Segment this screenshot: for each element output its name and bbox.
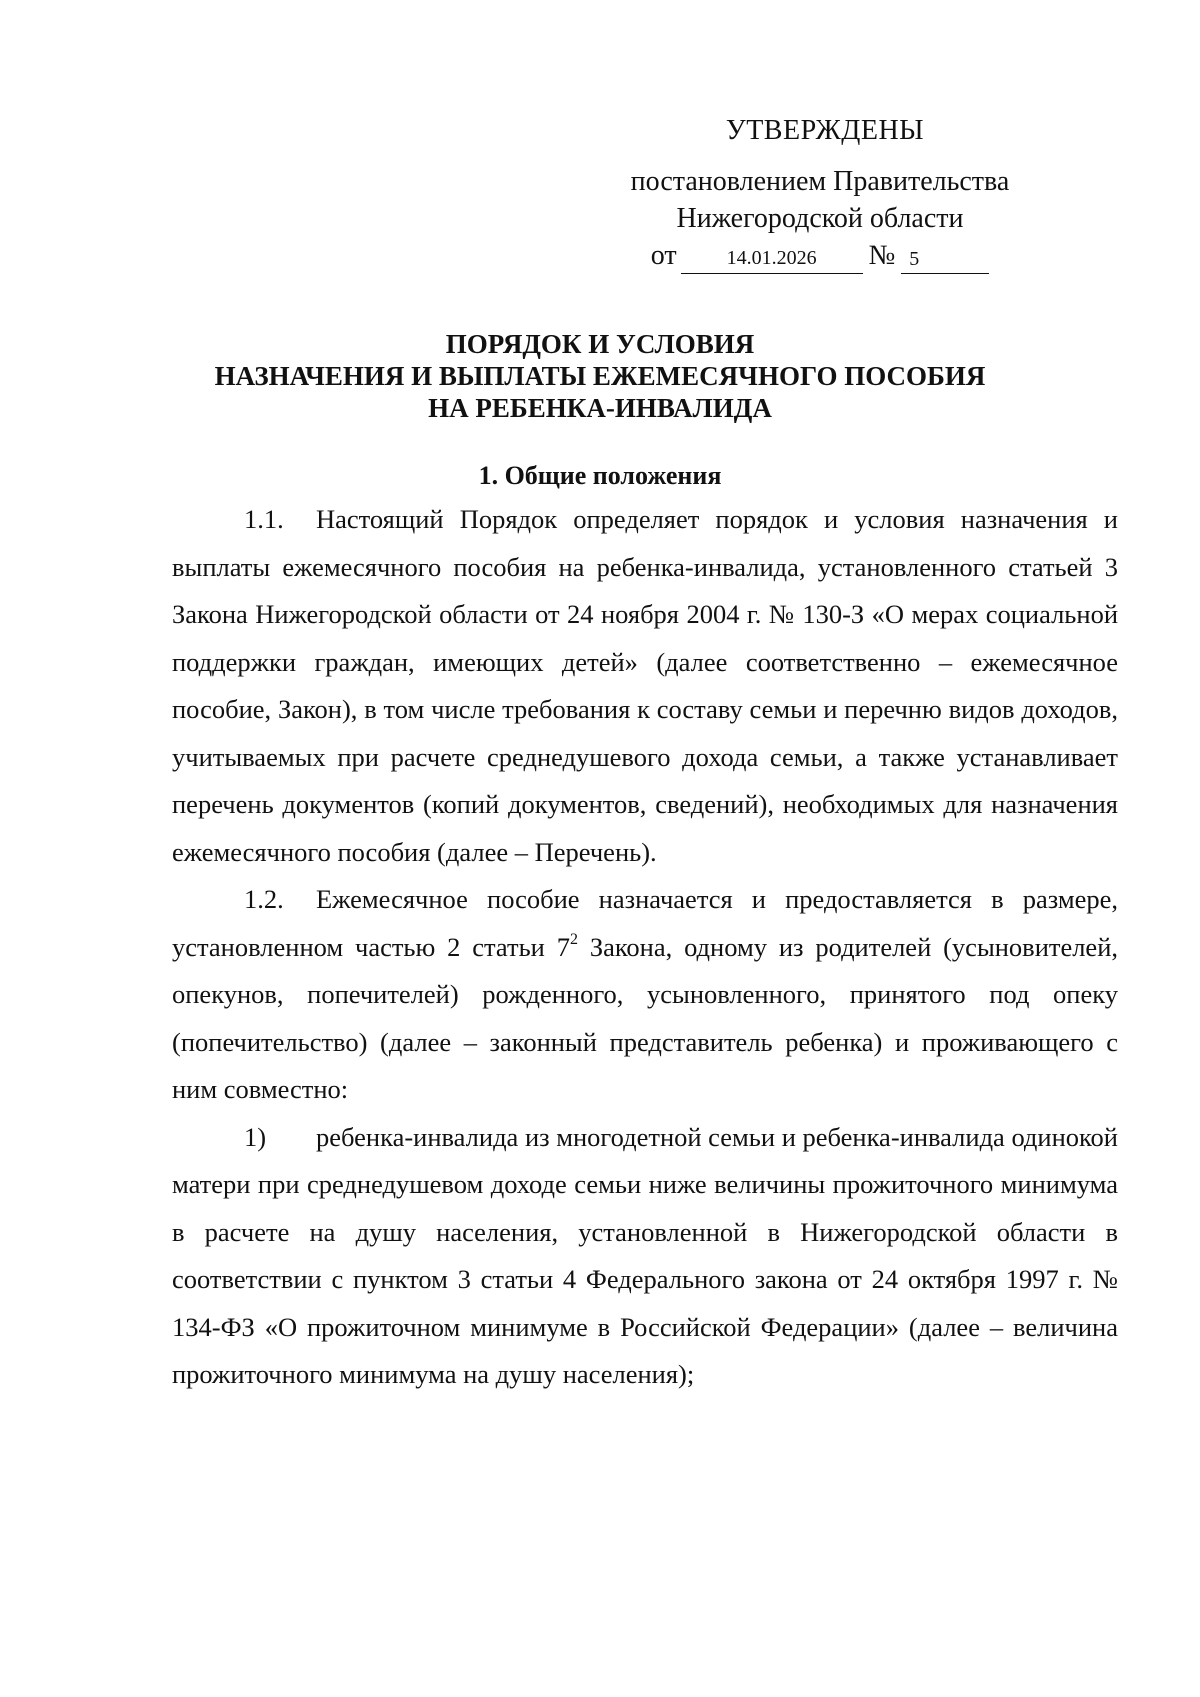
list-item-1 bbox=[172, 1114, 1118, 1399]
title-line-2: НАЗНАЧЕНИЯ И ВЫПЛАТЫ ЕЖЕМЕСЯЧНОГО ПОСОБИЯ bbox=[214, 361, 986, 391]
paragraph-text-b: Закона, одному из родителей (усыновителей, опекунов, попечителей) рожденного, усыновленного, принятого под опеку (попечительство) (далее – законный представитель ребенка) и проживающего с ним совместно: bbox=[172, 931, 1119, 1104]
paragraph-number: 1.1. bbox=[244, 504, 284, 534]
date-number-line bbox=[620, 237, 1020, 274]
list-item-number: 1) bbox=[244, 1121, 267, 1152]
date-value: 14.01.2026 bbox=[726, 247, 817, 269]
number-value: 5 bbox=[909, 248, 920, 270]
section-heading: 1. Общие положения bbox=[478, 461, 722, 490]
approval-line-2: Нижегородской области bbox=[676, 203, 964, 234]
document-body bbox=[172, 496, 1118, 1399]
paragraph-text-a: Ежемесячное пособие назначается и предоставляется в размере, установленном частью 2 статьи 7 bbox=[172, 884, 1118, 962]
title-line-1: ПОРЯДОК И УСЛОВИЯ bbox=[445, 329, 755, 359]
document-title bbox=[0, 328, 1200, 424]
date-field bbox=[681, 243, 863, 274]
superscript: 2 bbox=[569, 930, 578, 948]
title-line-3: НА РЕБЕНКА-ИНВАЛИДА bbox=[428, 393, 772, 423]
approval-line-1: постановлением Правительства bbox=[630, 166, 1010, 197]
paragraph-1-2 bbox=[172, 876, 1118, 1114]
from-label: от bbox=[650, 240, 677, 271]
paragraph-number: 1.2. bbox=[244, 884, 284, 914]
paragraph-text: Настоящий Порядок определяет порядок и условия назначения и выплаты ежемесячного пособия на ребенка-инвалида, установленного статьей 3 Закона Нижегородской области от 24 ноября 2004 г. № 130-З «О мерах социальной поддержки граждан, имеющих детей» (далее соответственно – ежемесячное пособие, Закон), в том числе требования к составу семьи и перечню видов доходов, учитываемых при расчете среднедушевого дохода семьи, а также устанавливает перечень документов (копий документов, сведений), необходимых для назначения ежемесячного пособия (далее – Перечень). bbox=[172, 504, 1118, 867]
approved-label: УТВЕРЖДЕНЫ bbox=[725, 115, 925, 146]
paragraph-1-1 bbox=[172, 496, 1118, 876]
list-item-text: ребенка-инвалида из многодетной семьи и ребенка-инвалида одинокой матери при среднедушевом доходе семьи ниже величины прожиточного минимума в расчете на душу населения, установленной в Нижегородской области в соответствии с пунктом 3 статьи 4 Федерального закона от 24 октября 1997 г. № 134-ФЗ «О прожиточном минимуме в Российской Федерации» (далее – величина прожиточного минимума на душу населения); bbox=[172, 1121, 1118, 1389]
approval-block bbox=[620, 112, 1020, 274]
number-label: № bbox=[868, 240, 896, 271]
number-field bbox=[901, 244, 989, 274]
